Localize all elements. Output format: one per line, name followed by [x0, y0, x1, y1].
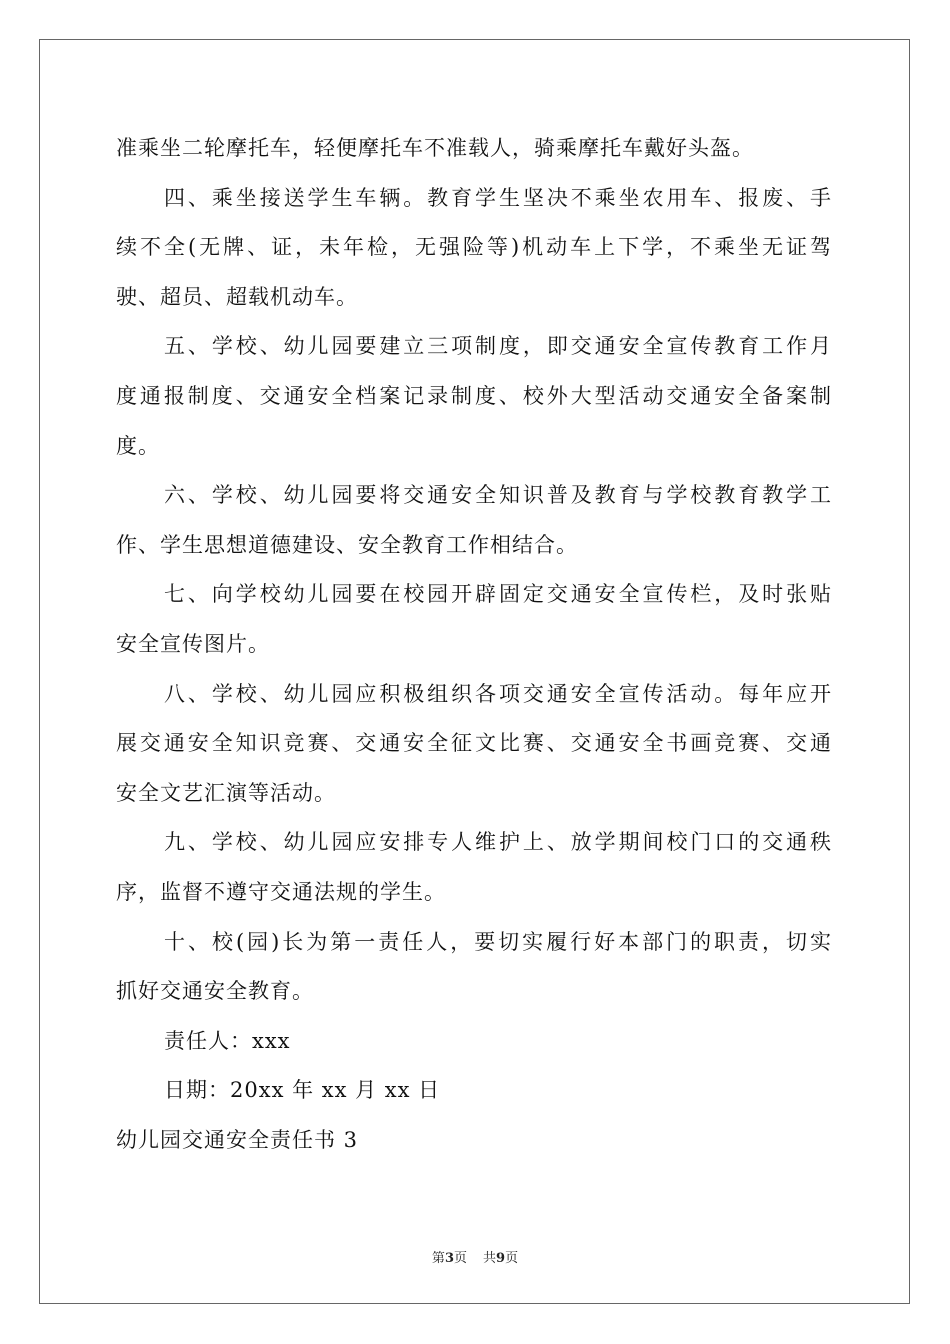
footer-total-prefix: 共	[483, 1251, 497, 1266]
text-line: 日期：20xx 年 xx 月 xx 日	[164, 1078, 441, 1103]
text-line: 准乘坐二轮摩托车，轻便摩托车不准载人，骑乘摩托车戴好头盔。	[116, 136, 754, 160]
text-line: 安全文艺汇演等活动。	[116, 780, 336, 805]
text-line: 六、学校、幼儿园要将交通安全知识普及教育与学校教育教学工	[164, 483, 832, 508]
document-body	[116, 124, 832, 1165]
text-line: 幼儿园交通安全责任书 3	[116, 1127, 359, 1152]
text-line: 度通报制度、交通安全档案记录制度、校外大型活动交通安全备案制	[116, 383, 832, 408]
footer-page-prefix: 第	[431, 1251, 445, 1266]
footer-page-suffix: 页	[453, 1251, 467, 1266]
text-line: 七、向学校幼儿园要在校园开辟固定交通安全宣传栏，及时张贴	[164, 582, 832, 607]
text-line: 十、校(园)长为第一责任人，要切实履行好本部门的职责，切实	[164, 929, 832, 954]
text-line: 八、学校、幼儿园应积极组织各项交通安全宣传活动。每年应开	[164, 681, 832, 706]
text-line: 九、学校、幼儿园应安排专人维护上、放学期间校门口的交通秩	[164, 830, 832, 855]
text-line: 责任人：xxx	[164, 1028, 291, 1053]
text-line: 四、乘坐接送学生车辆。教育学生坚决不乘坐农用车、报废、手	[164, 185, 832, 210]
text-line: 作、学生思想道德建设、安全教育工作相结合。	[116, 532, 578, 557]
text-line: 展交通安全知识竞赛、交通安全征文比赛、交通安全书画竞赛、交通	[116, 731, 832, 756]
footer-page-current: 3	[444, 1251, 454, 1266]
text-line: 序，监督不遵守交通法规的学生。	[116, 879, 446, 904]
text-line: 驶、超员、超载机动车。	[116, 284, 358, 309]
text-line: 续不全(无牌、证，未年检，无强险等)机动车上下学，不乘坐无证驾	[116, 235, 832, 260]
text-line: 五、学校、幼儿园要建立三项制度，即交通安全宣传教育工作月	[164, 334, 832, 359]
text-line: 抓好交通安全教育。	[116, 979, 314, 1004]
footer-page-total: 9	[496, 1251, 506, 1266]
footer-total-suffix: 页	[505, 1251, 519, 1266]
page-footer	[0, 1247, 950, 1266]
text-line: 安全宣传图片。	[116, 631, 270, 656]
text-line: 度。	[116, 433, 160, 458]
